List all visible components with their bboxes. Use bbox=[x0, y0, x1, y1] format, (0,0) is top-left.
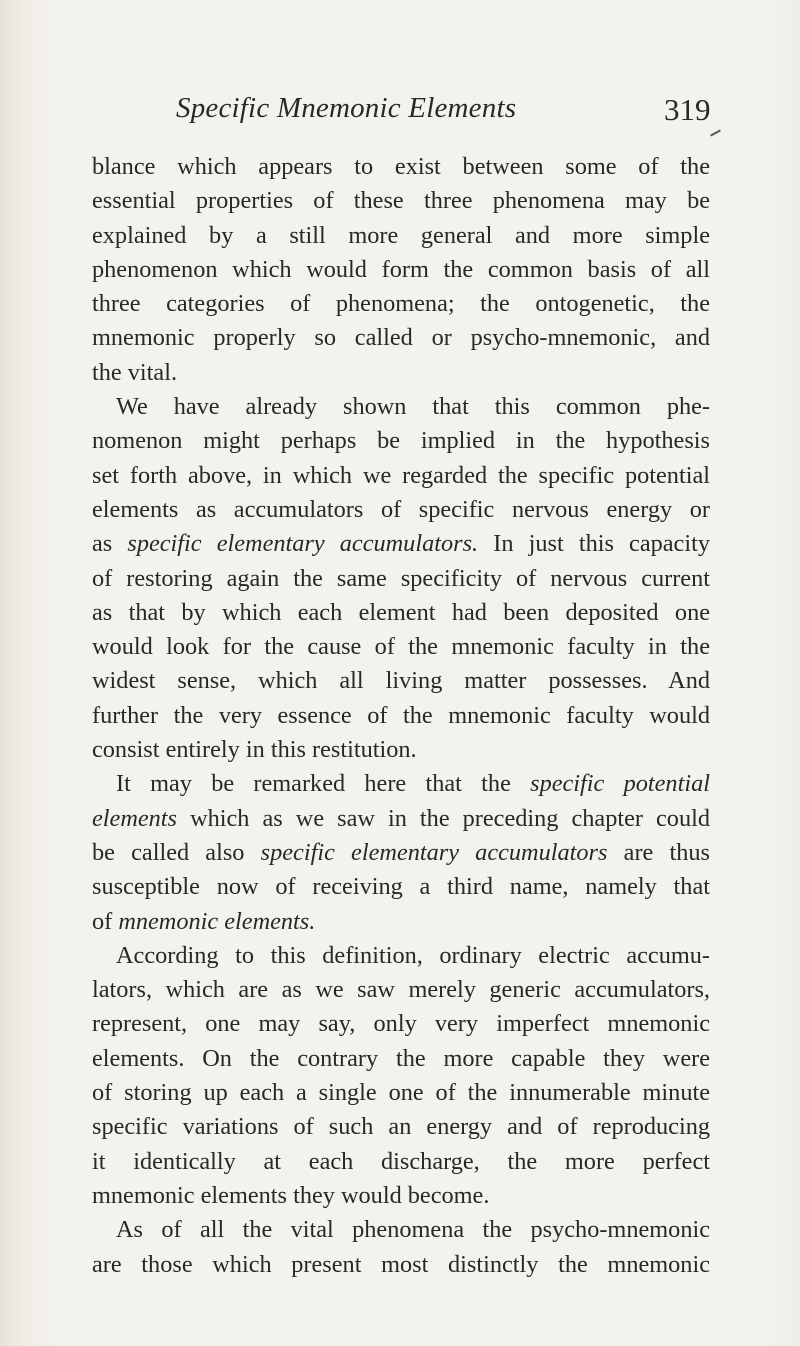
text-line: set forth above, in which we regarded the specific potential bbox=[92, 461, 710, 489]
text-line bbox=[92, 767, 710, 801]
text-line: mnemonic properly so called or psycho-mnemonic, and bbox=[92, 324, 710, 352]
text-line: blance which appears to exist between some of the bbox=[92, 153, 710, 180]
text-line: According to this definition, ordinary electric accumu- bbox=[116, 941, 710, 969]
text-line: lators, which are as we saw merely generic accumulators, bbox=[92, 976, 710, 1004]
text-span: as bbox=[92, 530, 113, 558]
text-span: of bbox=[92, 907, 113, 935]
text-line: would look for the cause of the mnemonic faculty in the bbox=[92, 633, 710, 661]
text-line: susceptible now of receiving a third name, namely that bbox=[92, 873, 710, 901]
text-line: phenomenon which would form the common basis of all bbox=[92, 255, 710, 283]
text-span: are thus bbox=[623, 838, 711, 866]
text-line: are those which present most distinctly the mnemonic bbox=[92, 1250, 710, 1278]
body-text bbox=[92, 150, 710, 1282]
text-line: essential properties of these three phenomena may be bbox=[92, 187, 710, 215]
text-line: of restoring again the same specificity of nervous current bbox=[92, 564, 710, 592]
text-line bbox=[92, 802, 710, 836]
text-line: nomenon might perhaps be implied in the hypothesis bbox=[92, 427, 710, 455]
text-line bbox=[92, 905, 710, 939]
text-line: widest sense, which all living matter possesses. And bbox=[92, 667, 710, 695]
text-span: It may be remarked here that the bbox=[116, 770, 511, 798]
text-line: of storing up each a single one of the innumerable minute bbox=[92, 1079, 710, 1107]
text-line: consist entirely in this restitution. bbox=[92, 736, 417, 764]
text-line bbox=[92, 836, 710, 870]
text-line: further the very essence of the mnemonic faculty would bbox=[92, 701, 710, 729]
text-span: be called also bbox=[92, 838, 245, 866]
italic-term: specific elementary accumulators. bbox=[127, 530, 479, 558]
running-head: Specific Mnemonic Elements bbox=[176, 92, 517, 124]
text-line: explained by a still more general and more simple bbox=[92, 221, 710, 249]
text-line: as that by which each element had been deposited one bbox=[92, 598, 710, 626]
text-line: represent, one may say, only very imperfect mnemonic bbox=[92, 1010, 710, 1038]
page-number: 319 bbox=[664, 92, 711, 127]
text-line: three categories of phenomena; the ontogenetic, the bbox=[92, 290, 710, 318]
text-line: specific variations of such an energy and of reproducing bbox=[92, 1113, 710, 1141]
text-span: In just this capacity bbox=[493, 530, 710, 558]
text-line: mnemonic elements they would become. bbox=[92, 1181, 490, 1209]
text-line: As of all the vital phenomena the psycho-mnemonic bbox=[116, 1216, 710, 1244]
italic-term: specific elementary accumulators bbox=[260, 838, 608, 866]
margin-mark bbox=[710, 130, 721, 137]
italic-term: mnemonic elements. bbox=[118, 907, 316, 935]
italic-term: elements bbox=[92, 804, 178, 832]
text-line: it identically at each discharge, the more perfect bbox=[92, 1147, 710, 1175]
italic-term: specific potential bbox=[530, 770, 710, 798]
text-line: We have already shown that this common phe- bbox=[116, 393, 710, 421]
text-line: elements as accumulators of specific nervous energy or bbox=[92, 495, 710, 523]
text-line: elements. On the contrary the more capable they were bbox=[92, 1044, 710, 1072]
text-line bbox=[92, 527, 710, 561]
text-span: which as we saw in the preceding chapter could bbox=[190, 804, 710, 832]
text-line: the vital. bbox=[92, 358, 178, 386]
